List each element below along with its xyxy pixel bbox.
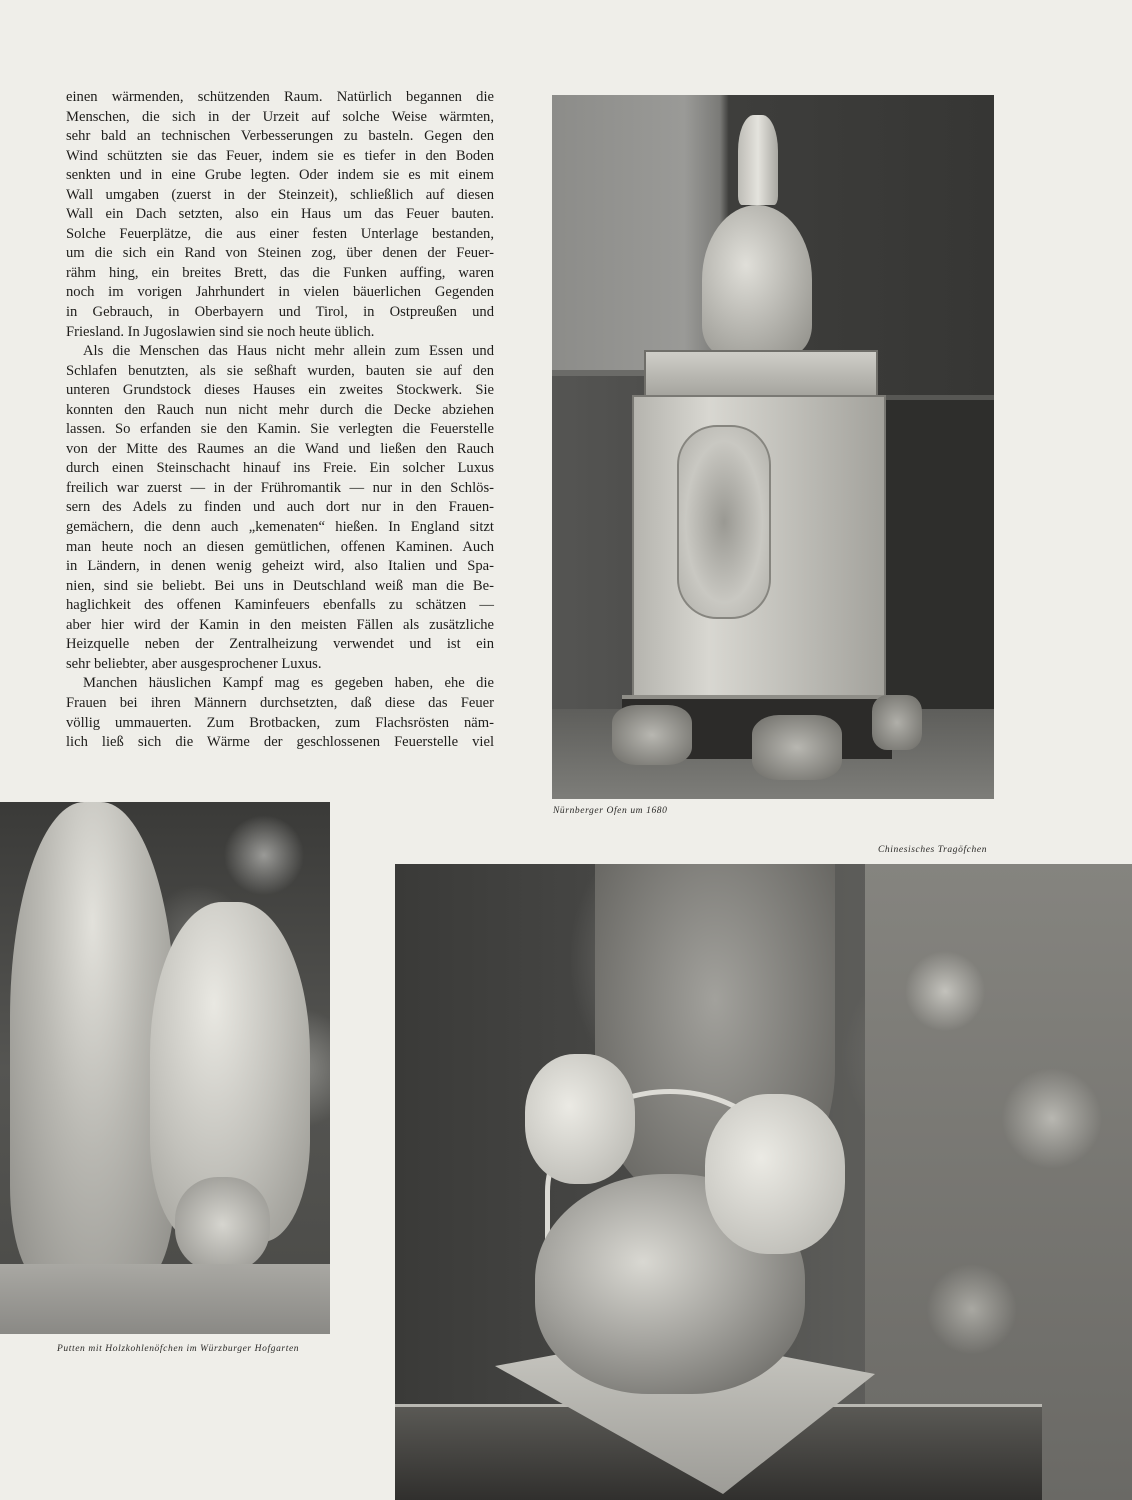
article-line: in Gebrauch, in Oberbayern und Tirol, in Ostpreußen und xyxy=(66,304,494,321)
article-line: aber hier wird der Kamin in den meisten Fällen als zusätzliche xyxy=(66,616,494,633)
article-line: um die sich ein Rand von Steinen zog, über denen der Feuer- xyxy=(66,245,494,262)
article-line: von der Mitte des Raumes an die Wand und ließen den Rauch xyxy=(66,440,494,457)
article-line: sehr beliebter, aber ausgesprochener Luxus. xyxy=(66,655,322,672)
article-line: senkten und in eine Grube legten. Oder indem sie es mit einem xyxy=(66,167,494,184)
article-line: sehr bald an technischen Verbesserungen zu basteln. Gegen den xyxy=(66,128,494,145)
article-line: Manchen häuslichen Kampf mag es gegeben haben, ehe die xyxy=(83,675,494,692)
article-line: Schlafen benutzten, als sie seßhaft wurden, bauten sie auf den xyxy=(66,362,494,379)
article-line: Als die Menschen das Haus nicht mehr allein zum Essen und xyxy=(83,343,494,360)
article-line: nien, sind sie beliebt. Bei uns in Deutschland weiß man die Be- xyxy=(66,577,494,594)
photo-detail-stove-panel xyxy=(677,425,771,619)
article-line: Friesland. In Jugoslawien sind sie noch heute üblich. xyxy=(66,323,375,340)
article-line: konnten den Rauch nun nicht mehr durch die Decke abziehen xyxy=(66,401,494,418)
article-line: Wall umgaben (zuerst in der Steinzeit), schließlich auf diesen xyxy=(66,186,494,203)
photo-detail-stove-foot xyxy=(872,695,922,750)
article-line: in Ländern, in denen wenig geheizt wird, also Italien und Spa- xyxy=(66,558,494,575)
article-line: Wall ein Dach setzten, also ein Haus um das Feuer bauten. xyxy=(66,206,494,223)
article-line: gemächern, die denn auch „kemenaten“ hießen. In England sitzt xyxy=(66,519,494,536)
photo-nuernberger-ofen xyxy=(552,95,994,799)
caption-putten: Putten mit Holzkohlenöfchen im Würzburger Hofgarten xyxy=(57,1344,300,1354)
article-line: Heizquelle neben der Zentralheizung verwendet und ist ein xyxy=(66,636,494,653)
photo-chinesisches-tragoefchen xyxy=(395,864,1132,1500)
article-line: haglichkeit des offenen Kaminfeuers ebenfalls zu schätzen — xyxy=(66,597,494,614)
article-line: einen wärmenden, schützenden Raum. Natürlich begannen die xyxy=(66,89,494,105)
photo-detail-stove-foot xyxy=(612,705,692,765)
article-line: noch im vorigen Jahrhundert in vielen bäuerlichen Gegenden xyxy=(66,284,494,301)
caption-chinesisches-tragoefchen: Chinesisches Tragöfchen xyxy=(878,845,988,855)
article-line: Solche Feuerplätze, die aus einer festen Unterlage bestanden, xyxy=(66,225,494,242)
article-line: Wind schützten sie das Feuer, indem sie es tiefer in den Boden xyxy=(66,147,494,164)
photo-detail-stove-finial xyxy=(738,115,778,205)
photo-detail-charcoal-burner xyxy=(175,1177,270,1272)
article-line: lassen. So erfanden sie den Kamin. Sie verlegten die Feuerstelle xyxy=(66,421,494,438)
photo-detail-hand-right xyxy=(705,1094,845,1254)
article-line: sern des Adels zu finden und auch dort nur in den Frauen- xyxy=(66,499,494,516)
photo-putten xyxy=(0,802,330,1334)
article-line: rähm hing, ein breites Brett, das die Funken auffing, waren xyxy=(66,264,494,281)
photo-detail-wall-panel-right xyxy=(872,395,994,715)
article-line: lich ließ sich die Wärme der geschlossenen Feuerstelle viel xyxy=(66,734,494,751)
photo-detail-stove-foot xyxy=(752,715,842,780)
photo-detail-stove-dome xyxy=(702,205,812,355)
caption-nuernberger-ofen: Nürnberger Ofen um 1680 xyxy=(553,806,668,816)
article-line: völlig ummauerten. Zum Brotbacken, zum Flachsrösten näm- xyxy=(66,714,494,731)
article-line: freilich war zuerst — in der Frühromantik — nur in den Schlös- xyxy=(66,479,494,496)
article-line: durch einen Steinschacht hinauf ins Freie. Ein solcher Luxus xyxy=(66,460,494,477)
article-line: man heute noch an diesen gemütlichen, offenen Kaminen. Auch xyxy=(66,538,494,555)
photo-detail-stone-ledge xyxy=(0,1264,330,1334)
article-line: unteren Grundstock dieses Hauses ein zweites Stockwerk. Sie xyxy=(66,382,494,399)
article-line: Menschen, die sich in der Urzeit auf solche Weise wärmten, xyxy=(66,108,494,125)
article-text-column xyxy=(66,88,494,753)
photo-detail-hand-left xyxy=(525,1054,635,1184)
article-line: Frauen bei ihren Männern durchsetzten, daß diese das Feuer xyxy=(66,694,494,711)
